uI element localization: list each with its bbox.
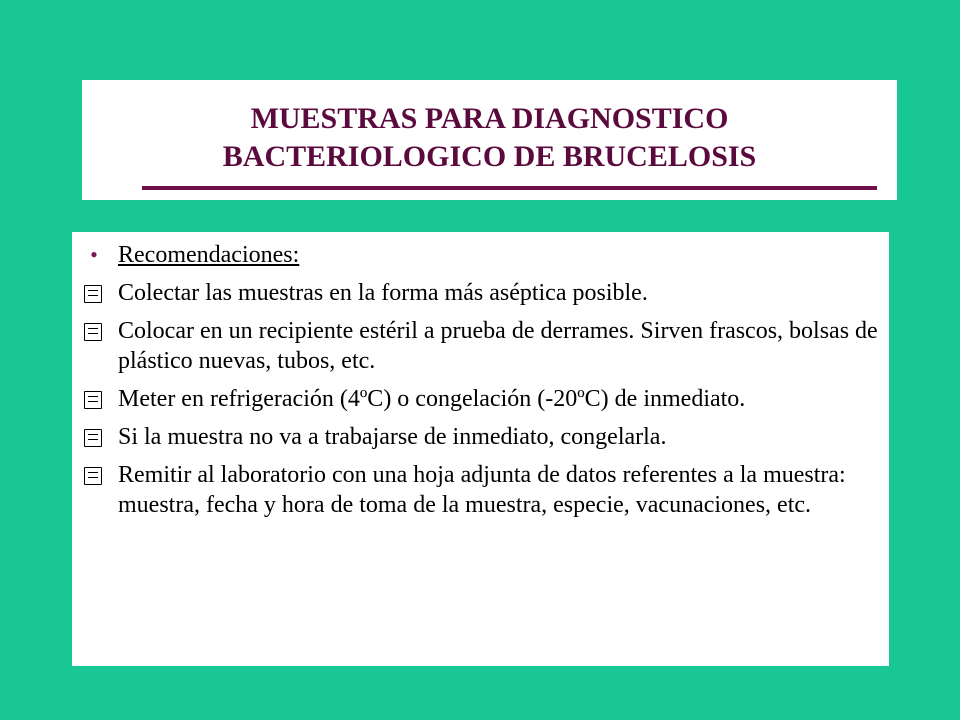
list-item-text: Colectar las muestras en la forma más aséptica posible.	[118, 280, 648, 306]
title-underline	[142, 186, 877, 190]
recommendations-list	[72, 240, 889, 528]
list-item-text: Si la muestra no va a trabajarse de inmediato, congelarla.	[118, 424, 667, 450]
title-line-2: BACTERIOLOGICO DE BRUCELOSIS	[222, 140, 757, 173]
content-panel	[72, 232, 889, 666]
title-line-1: MUESTRAS PARA DIAGNOSTICO	[250, 102, 729, 135]
list-item	[72, 316, 889, 376]
title-panel	[82, 80, 897, 200]
list-item	[72, 460, 889, 520]
checkbox-icon	[84, 323, 102, 341]
checkbox-icon	[84, 467, 102, 485]
checkbox-icon	[84, 429, 102, 447]
list-item	[72, 422, 889, 452]
list-item-text: Remitir al laboratorio con una hoja adjunta de datos referentes a la muestra: muestra, fecha y hora de toma de la muestra, especie, vacunaciones, etc.	[118, 462, 846, 518]
list-heading	[72, 240, 889, 270]
list-item-text: Colocar en un recipiente estéril a prueba de derrames. Sirven frascos, bolsas de plástico nuevas, tubos, etc.	[118, 318, 878, 374]
checkbox-icon	[84, 391, 102, 409]
list-item	[72, 278, 889, 308]
slide-title	[82, 100, 897, 176]
heading-text: Recomendaciones:	[118, 242, 300, 268]
bullet-icon: •	[90, 242, 98, 267]
checkbox-icon	[84, 285, 102, 303]
list-item-text: Meter en refrigeración (4ºC) o congelación (-20ºC) de inmediato.	[118, 386, 746, 412]
list-item	[72, 384, 889, 414]
